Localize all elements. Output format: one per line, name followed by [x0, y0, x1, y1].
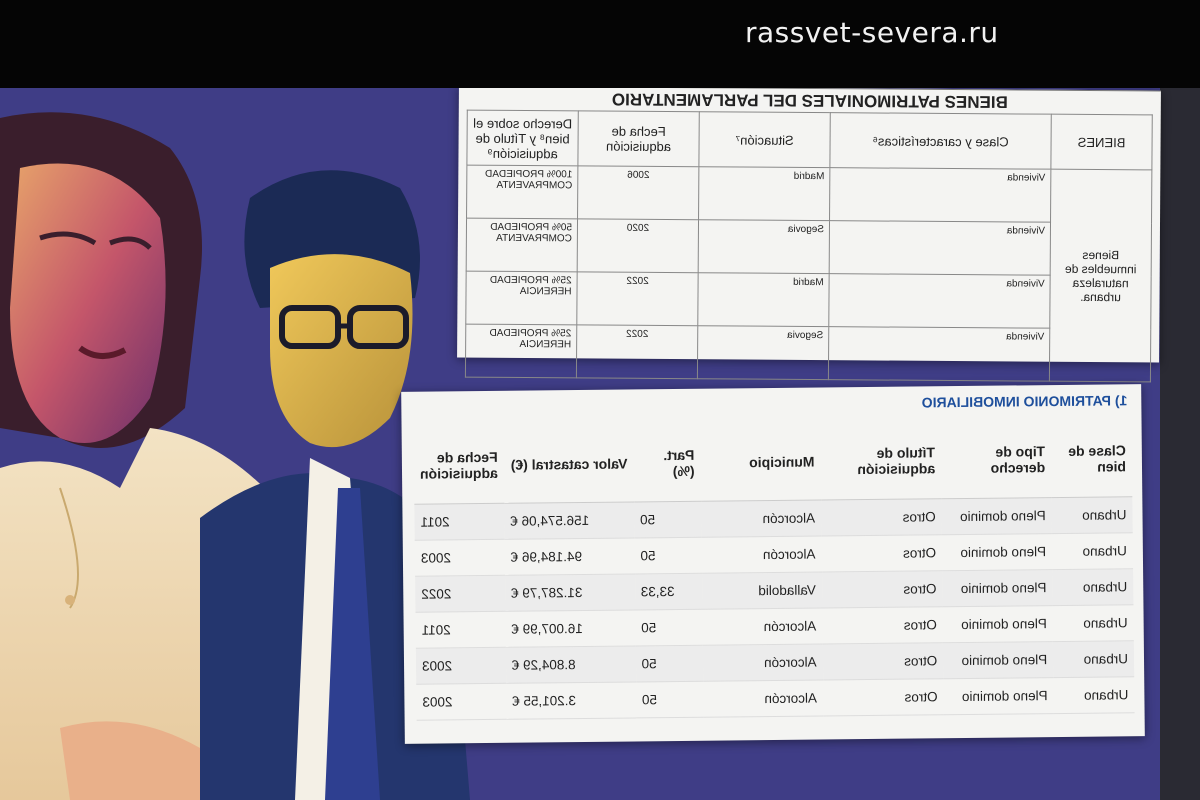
header-tipo: Tipo de derecho — [941, 421, 1052, 499]
cell-part: 33,33 — [635, 573, 702, 610]
cell-tipo: Pleno dominio — [943, 678, 1053, 715]
cell-valor: 156.574,06 € — [504, 502, 634, 539]
collage-image — [0, 88, 1200, 800]
header-situacion: Situación⁷ — [699, 112, 830, 168]
cell-clase: Urbano — [1053, 677, 1134, 714]
dark-edge — [1160, 88, 1200, 800]
category-cell: Bienes inmuebles de naturaleza urbana. — [1049, 169, 1151, 382]
cell-fecha: 2011 — [415, 611, 505, 648]
header-clase: Clase y características⁶ — [830, 113, 1051, 170]
cell-fecha: 2006 — [578, 166, 699, 220]
cell-derecho: 25% PROPIEDAD HERENCIA — [465, 324, 576, 378]
cell-municipio: Alcorcón — [702, 644, 822, 681]
cell-part: 50 — [635, 609, 702, 646]
cell-municipio: Alcorcón — [701, 500, 821, 537]
cell-titulo: Otros — [823, 679, 944, 716]
cell-municipio: Alcorcón — [703, 680, 823, 717]
cell-clase: Urbano — [1053, 605, 1134, 642]
table-row — [466, 271, 1151, 329]
cell-valor: 8.804,29 € — [506, 646, 636, 683]
site-watermark: rassvet-severa.ru — [745, 16, 999, 49]
table-header-row — [414, 420, 1133, 504]
cell-tipo: Pleno dominio — [942, 534, 1052, 571]
header-fecha: Fecha de adquisición — [578, 111, 699, 167]
cell-part: 50 — [635, 645, 702, 682]
cell-tipo: Pleno dominio — [942, 570, 1052, 607]
document-title: BIENES PATRIMONIALES DEL PARLAMENTARIO — [459, 88, 1161, 113]
header-derecho: Derecho sobre el bien⁸ y Título de adquisición⁹ — [467, 110, 578, 166]
cell-situacion: Segovia — [698, 220, 829, 274]
cell-fecha: 2003 — [415, 539, 505, 576]
cell-titulo: Otros — [822, 571, 943, 608]
cell-fecha: 2020 — [577, 219, 698, 273]
header-valor: Valor catastral (€) — [503, 425, 634, 503]
cell-municipio: Alcorcón — [702, 608, 822, 645]
cell-municipio: Valladolid — [702, 572, 822, 609]
cell-clase: Urbano — [1052, 569, 1133, 606]
declaration-document-patrimonio — [401, 384, 1145, 744]
cell-valor: 94.184,96 € — [505, 538, 635, 575]
header-municipio: Municipio — [700, 423, 821, 501]
cell-tipo: Pleno dominio — [941, 498, 1051, 535]
cell-clase: Vivienda — [828, 327, 1049, 382]
cell-situacion: Madrid — [699, 167, 830, 221]
top-bar — [0, 0, 1200, 88]
cell-tipo: Pleno dominio — [943, 606, 1053, 643]
cell-part: 50 — [634, 537, 701, 574]
cell-fecha: 2022 — [415, 575, 505, 612]
header-fecha: Fecha de adquisición — [414, 427, 505, 504]
cell-part: 50 — [636, 681, 703, 718]
cell-fecha: 2003 — [416, 683, 506, 720]
cell-titulo: Otros — [821, 535, 942, 572]
cell-derecho: 25% PROPIEDAD HERENCIA — [466, 271, 577, 325]
cell-clase: Vivienda — [830, 168, 1051, 223]
cell-clase: Urbano — [1053, 641, 1134, 678]
cell-part: 50 — [634, 501, 701, 538]
table-row — [416, 677, 1134, 721]
table-header-row — [467, 110, 1152, 170]
cell-valor: 16.007,99 € — [505, 610, 635, 647]
cell-fecha: 2011 — [414, 503, 504, 540]
header-bienes: BIENES — [1051, 114, 1152, 170]
table-row — [465, 324, 1150, 382]
declaration-document-parlamentario — [457, 88, 1161, 362]
cell-clase: Urbano — [1051, 497, 1132, 534]
cell-valor: 3.201,55 € — [506, 682, 636, 719]
cell-fecha: 2003 — [416, 647, 506, 684]
cell-titulo: Otros — [822, 643, 943, 680]
table-row — [467, 165, 1152, 223]
cell-municipio: Alcorcón — [701, 536, 821, 573]
section-heading: 1) PATRIMONIO INMOBILIARIO — [921, 392, 1128, 411]
cell-clase: Vivienda — [829, 221, 1050, 276]
cell-tipo: Pleno dominio — [943, 642, 1053, 679]
cell-valor: 31.287,79 € — [505, 574, 635, 611]
table-row — [466, 218, 1151, 276]
bienes-table — [465, 110, 1153, 383]
cell-derecho: 100% PROPIEDAD COMPRAVENTA — [467, 165, 578, 219]
header-titulo: Título de adquisición — [820, 422, 941, 500]
cell-fecha: 2022 — [576, 325, 697, 379]
cell-clase: Vivienda — [829, 274, 1050, 329]
cell-situacion: Madrid — [698, 273, 829, 327]
cell-titulo: Otros — [821, 499, 942, 536]
cell-titulo: Otros — [822, 607, 943, 644]
header-clase: Clase de bien — [1051, 420, 1133, 497]
header-part: Part. (%) — [633, 425, 701, 502]
cell-fecha: 2022 — [577, 272, 698, 326]
cell-situacion: Segovia — [697, 326, 828, 380]
patrimonio-table — [414, 420, 1135, 721]
cell-derecho: 50% PROPIEDAD COMPRAVENTA — [466, 218, 577, 272]
cell-clase: Urbano — [1052, 533, 1133, 570]
